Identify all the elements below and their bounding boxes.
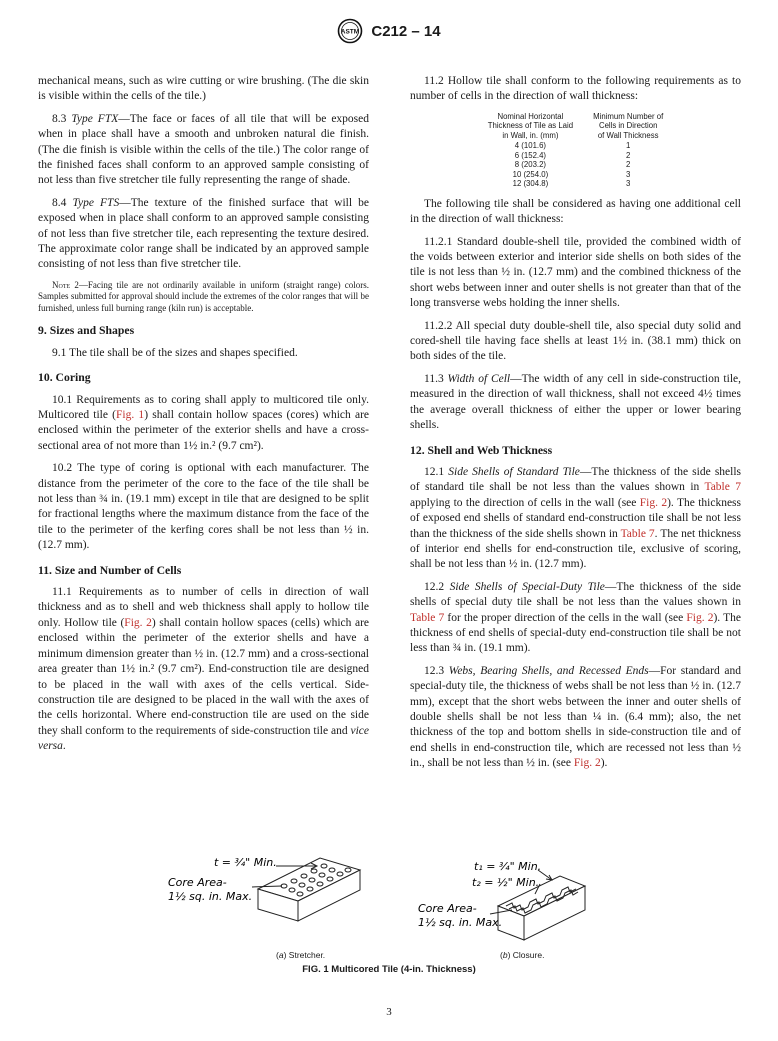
table-row: 8 (203.2) 2 <box>514 160 631 170</box>
table-7-link[interactable]: Table 7 <box>704 481 741 494</box>
document-designation: C212 – 14 <box>371 22 441 40</box>
table-row: 12 (304.8) 3 <box>512 179 631 189</box>
paragraph-9-1: 9.1 The tile shall be of the sizes and shapes specified. <box>52 346 298 359</box>
paragraph-12-2: 12.2 Side Shells of Special-Duty Tile—The thickness of the side shells of special duty tile shall be not less than the values shown in Table 7 for the proper direction of the cells in the wall (see Fig. 2). The thickness of end shells of special-duty end-construction tile shall be not less than ¾ in. (19.1 mm). <box>410 580 741 655</box>
subcaption-b: (b) Closure. <box>500 950 545 960</box>
fig-1-link[interactable]: Fig. 1 <box>116 409 145 421</box>
paragraph-11-3: 11.3 Width of Cell—The width of any cell in side-construction tile, measured in the direction of wall thickness, shall not exceed 4½ times the average overall thickness of either the upper or lower bearing shells. <box>410 372 741 432</box>
table-7-link[interactable]: Table 7 <box>410 611 445 624</box>
paragraph-11-2-2: 11.2.2 All special duty double-shell tile, also special duty solid and cored-shell tile having face shells at least 1½ in. (38.1 mm) thick on both sides of the tile. <box>410 319 741 363</box>
table-7-link[interactable]: Table 7 <box>620 527 655 540</box>
paragraph-8-4: 8.4 Type FTS—The texture of the finished surface that will be exposed when in place shall conform to an approved sample consisting of not less than five stretcher tile, each representing the texture desired. The approximate color range shall be indicated by an approved sample consisting of not less than five stretcher tile. <box>38 196 369 271</box>
table-row: 4 (101.6) 1 <box>514 141 631 151</box>
label-closure-core-area: Core Area- <box>418 902 477 915</box>
fig-2-link[interactable]: Fig. 2 <box>686 611 714 624</box>
table-row: 6 (152.4) 2 <box>514 150 631 160</box>
fig-2-link[interactable]: Fig. 2 <box>639 496 668 509</box>
left-column <box>38 74 369 762</box>
label-stretcher-core-max: 1½ sq. in. Max. <box>168 890 253 903</box>
table-header-cells: Minimum Number of Cells in Direction of Wall Thickness <box>593 111 664 140</box>
paragraph-11-2-1: 11.2.1 Standard double-shell tile, provided the combined width of the voids between exterior and interior side shells on both sides of the tile is not less than ½ in. (12.7 mm) and the combined thickness of the short webs between inner and outer shells is not greater than that of the long transverse webs holding the inner shells. <box>410 235 741 310</box>
paragraph-following: The following tile shall be considered as having one additional cell in the direction of wall thickness: <box>410 197 741 226</box>
fig-2-link[interactable]: Fig. 2 <box>573 757 601 770</box>
paragraph-12-3: 12.3 Webs, Bearing Shells, and Recessed Ends—For standard and special-duty tile, the thickness of webs shall be not less than ½ in. (12.7 mm), except that the short webs between the inner and outer shells of double shells shall be not less than ¼ in. (6.4 mm); also, the net thickness of the top and bottom shells in side-construction tile and of end shells in end-construction tile, which are recessed not less than ½ in., shall be not less than ½ in. (see Fig. 2). <box>410 664 742 770</box>
table-header-thickness: Nominal Horizontal Thickness of Tile as Laid in Wall, in. (mm) <box>487 111 574 140</box>
table-row: 10 (254.0) 3 <box>512 169 631 179</box>
page-header <box>0 18 778 44</box>
cells-table <box>478 112 674 189</box>
section-heading-11: 11. Size and Number of Cells <box>38 563 182 577</box>
section-heading-9: 9. Sizes and Shapes <box>38 324 135 338</box>
right-column <box>410 74 741 779</box>
figure-1-drawing <box>0 842 778 962</box>
paragraph-continuation: mechanical means, such as wire cutting or wire brushing. (The die skin is visible within the cells of the tile.) <box>38 75 369 103</box>
paragraph-12-1: 12.1 Side Shells of Standard Tile—The thickness of the side shells of standard tile shall be not less than the values shown in Table 7 applying to the direction of cells in the wall (see Fig. 2). The thickness of exposed end shells of standard end-construction tile shall be not less than the thickness of the side shells shown in Table 7. The net thickness of interior end shells for end-construction tile, exclusive of scoring, shall be not less than ½ in. (12.7 mm). <box>410 465 742 571</box>
section-heading-10: 10. Coring <box>38 371 91 385</box>
label-closure-t2: t₂ = ½" Min. <box>472 876 540 889</box>
label-stretcher-thickness: t = ¾" Min. <box>214 856 277 869</box>
paragraph-10-1: 10.1 Requirements as to coring shall apply to multicored tile only. Multicored tile (Fig. 1) shall contain hollow spaces (cores) which are enclosed within the perimeter of the exterior shells and have a cross-sectional area of not more than 1½ in.² (9.7 cm²). <box>38 393 369 452</box>
label-closure-t1: t₁ = ¾" Min. <box>474 860 542 873</box>
figure-caption: FIG. 1 Multicored Tile (4-in. Thickness) <box>302 964 476 975</box>
section-heading-12: 12. Shell and Web Thickness <box>410 443 553 457</box>
label-closure-core-max: 1½ sq. in. Max. <box>418 916 503 929</box>
subcaption-a: (a) Stretcher. <box>276 950 326 960</box>
paragraph-11-2: 11.2 Hollow tile shall conform to the following requirements as to number of cells in the direction of wall thickness: <box>410 75 741 103</box>
fig-2-link[interactable]: Fig. 2 <box>124 616 152 629</box>
label-stretcher-core-area: Core Area- <box>168 876 227 889</box>
paragraph-11-1: 11.1 Requirements as to number of cells in direction of wall thickness and as to shell and web thickness shall apply to hollow tile only. Hollow tile (Fig. 2) shall contain hollow spaces (cells) which are enclosed within the perimeter of the exterior shells and have a minimum dimension greater than ½ in. (12.7 mm) and a cross-sectional area greater than 1½ in.² (9.7 cm²). End-construction tile are designed to be placed in the wall with axes of the cells vertical. Side-construction tile are designed to be placed in the wall with the axes of the cells horizontal. Where end-construction tile are used on the side they shall conform to the requirements of side-construction tile and vice versa. <box>38 586 370 753</box>
paragraph-10-2: 10.2 The type of coring is optional with each manufacturer. The distance from the perimeter of the core to the face of the tile shall be not less than ¾ in. (19.1 mm) except in tile that are designed to be split for fractional lengths where the maximum distance from the face of the tile to the perimeter of the kerfing cores shall be not less than ½ in. (12.7 mm). <box>38 462 369 552</box>
paragraph-8-3: 8.3 Type FTX—The face or faces of all tile that will be exposed when in place shall have a smooth and unbroken natural die finish. (The die finish is visible within the cells of the tile.) The color range of the finished faces shall conform to an approved sample consisting of not less than five stretcher tile fully representing the range of shade. <box>38 112 370 187</box>
astm-logo-text: ASTM <box>341 28 360 36</box>
astm-logo-icon <box>337 18 363 44</box>
note-2: Note 2—Facing tile are not ordinarily available in uniform (straight range) colors. Samples submitted for approval should include the extremes of the color ranges that will be furnished, unless full burning range (kiln run) is acceptable. <box>38 279 369 313</box>
page-number: 3 <box>386 1006 392 1018</box>
